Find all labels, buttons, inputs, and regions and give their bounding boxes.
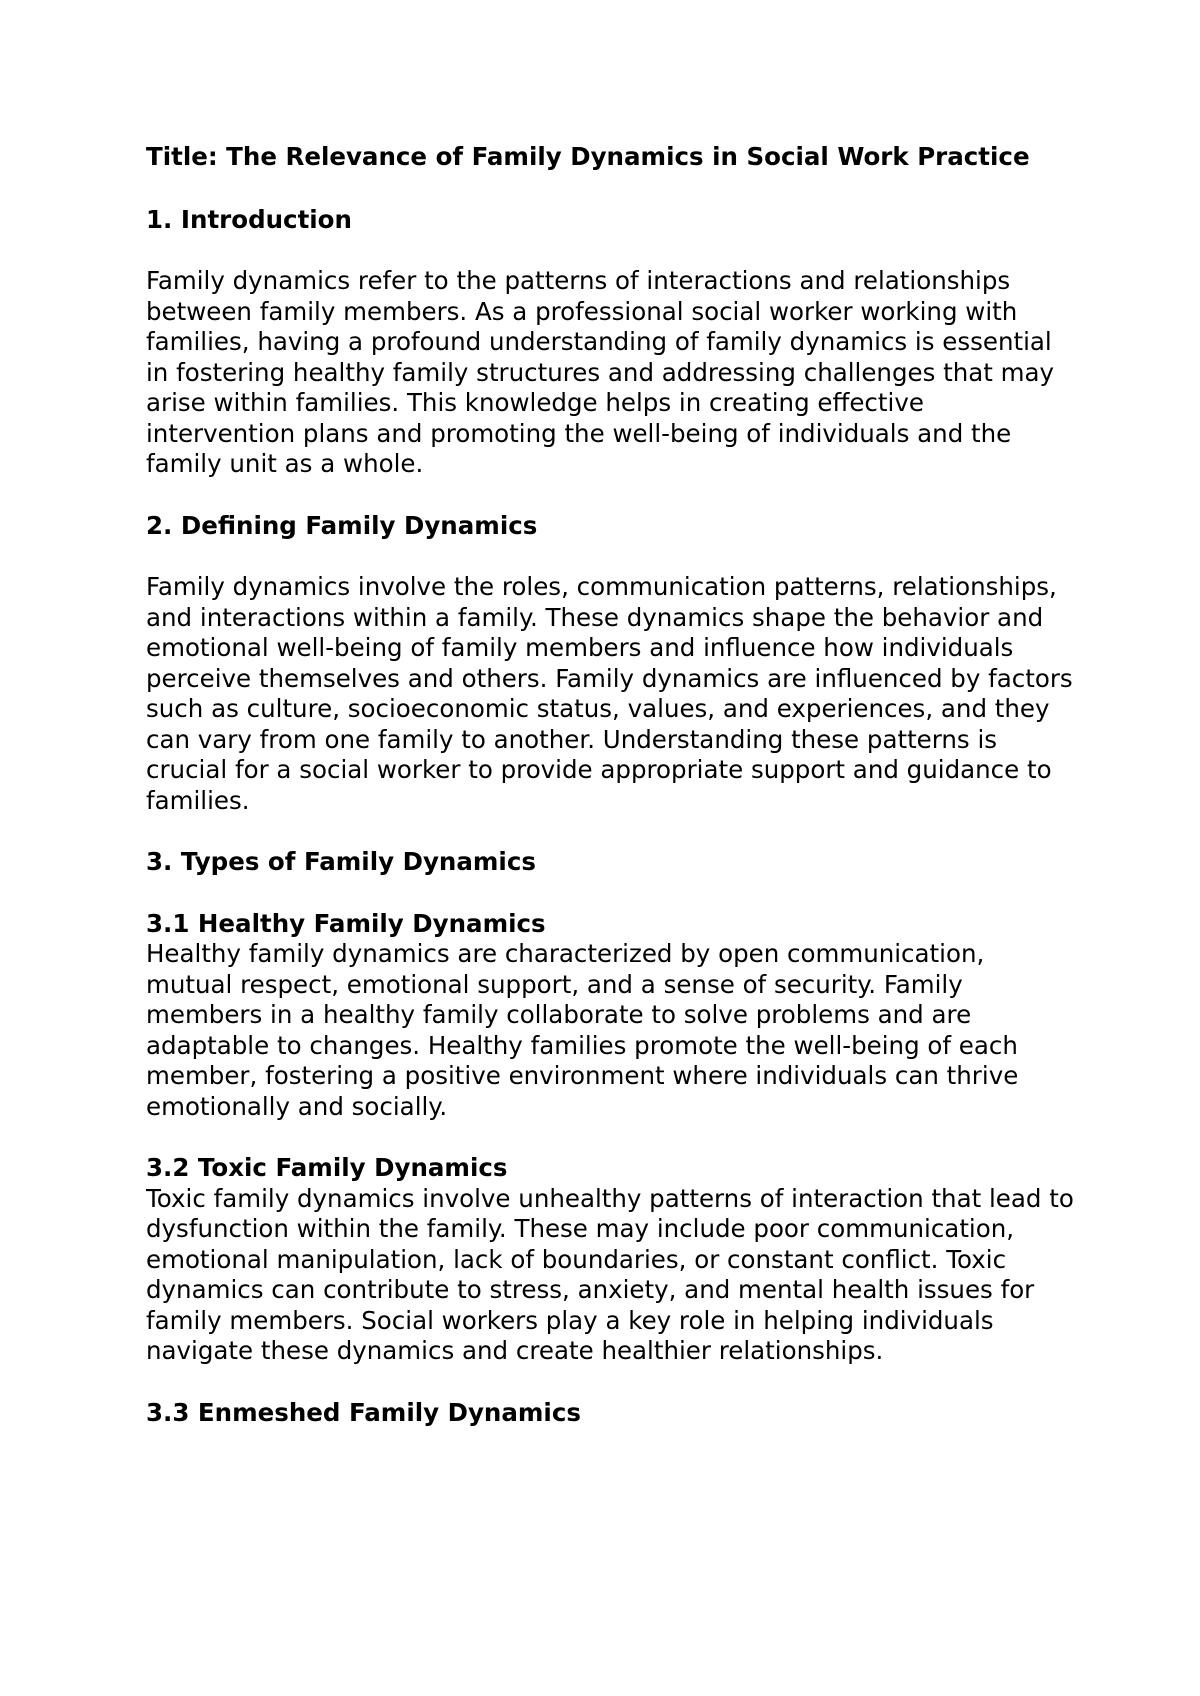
defining-paragraph: Family dynamics involve the roles, communication patterns, relationships, and interactions within a family. These dynamics shape the behavior and emotional well-being of family members and influence how individuals perceive themselves and others. Family dynamics are influenced by factors such as culture, socioeconomic status, values, and experiences, and they can vary from one family to another. Understanding these patterns is crucial for a social worker to provide appropriate support and guidance to families. (146, 572, 1073, 815)
subsection-heading-healthy: 3.1 Healthy Family Dynamics (146, 908, 546, 938)
subsection-heading-toxic: 3.2 Toxic Family Dynamics (146, 1153, 508, 1182)
document-title: Title: The Relevance of Family Dynamics in Social Work Practice (146, 142, 1030, 171)
section-heading-types: 3. Types of Family Dynamics (146, 847, 536, 876)
section-heading-introduction: 1. Introduction (146, 204, 352, 234)
subsection-heading-enmeshed: 3.3 Enmeshed Family Dynamics (146, 1397, 581, 1427)
introduction-paragraph: Family dynamics refer to the patterns of interactions and relationships between family members. As a professional social worker working with families, having a profound understanding of family dynamics is essential in fostering healthy family structures and addressing challenges that may arise within families. This knowledge helps in creating effective intervention plans and promoting the well-being of individuals and the family unit as a whole. (146, 266, 1055, 478)
toxic-paragraph: Toxic family dynamics involve unhealthy patterns of interaction that lead to dysfunction within the family. These may include poor communication, emotional manipulation, lack of boundaries, or constant conflict. Toxic dynamics can contribute to stress, anxiety, and mental health issues for family members. Social workers play a key role in helping individuals navigate these dynamics and create healthier relationships. (146, 1183, 1074, 1365)
healthy-paragraph: Healthy family dynamics are characterized by open communication, mutual respect, emotional support, and a sense of security. Family members in a healthy family collaborate to solve problems and are adaptable to changes. Healthy families promote the well-being of each member, fostering a positive environment where individuals can thrive emotionally and socially. (146, 939, 1019, 1121)
document-page (146, 142, 1076, 1428)
section-heading-defining: 2. Defining Family Dynamics (146, 510, 538, 540)
